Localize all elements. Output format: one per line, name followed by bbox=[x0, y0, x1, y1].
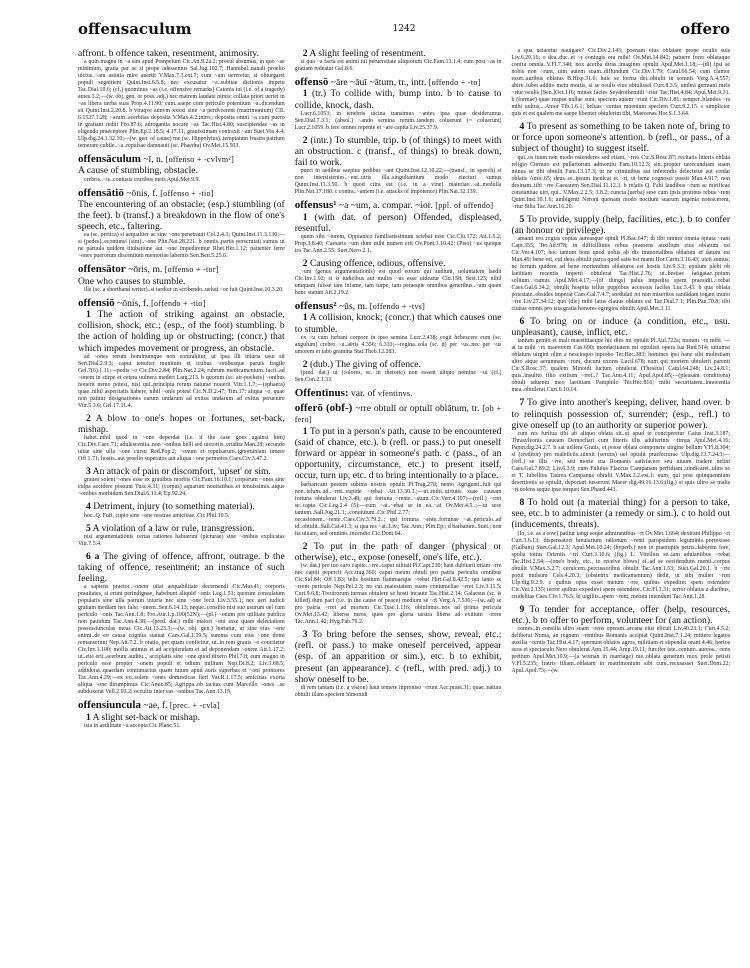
definition-text: To bring before the senses, show, reveal, etc.; (refl. or pass.) to make oneself perceived, appear (esp. of an apparition or sim.), etc. b to exhibit, present (an appearance). c (refl., with pred. adj.) to show oneself to be. bbox=[294, 629, 502, 685]
column-3 bbox=[511, 48, 730, 968]
sense-definition bbox=[295, 258, 502, 269]
definition-text: To put in a person's path, cause to be encountered (said of chance, etc.). b (refl. or pass.) to put oneself forward or appear in someone's path. c (pass., of an opportunity, circumstance, etc.) to present itself, occur, turn up, etc. d to bring intentionally to a place. bbox=[294, 425, 502, 482]
inflection: var. of bbox=[350, 388, 376, 400]
sense-number: 2 bbox=[302, 540, 308, 552]
sense-definition bbox=[295, 359, 502, 370]
etymology: [ppl. of offendo] bbox=[435, 201, 494, 211]
etymology: vfentinvs. bbox=[377, 389, 413, 399]
dictionary-page bbox=[78, 20, 730, 968]
headword: offensō bbox=[294, 76, 329, 89]
etymology: [offendo + -to] bbox=[428, 78, 481, 88]
headword: offensus¹ bbox=[294, 199, 337, 212]
citations: graues solent ~ones esse ex grauibus morbis Cic.Fam.16.10.1; corporum ~ones sine culpa accidere possunt Tusc.4.31; (corpus) aquarum nouitatibus..et tenuissimis..atque ~onibus morbidum Sen.Dial.6.11.4; Ep.92.24. bbox=[78, 477, 285, 498]
sense-definition bbox=[295, 48, 502, 59]
sense-number: 1 bbox=[302, 425, 308, 437]
sense-definition bbox=[511, 604, 730, 626]
citations: crebris..~is..contusis cruribus meis Apul.Met.9.9. bbox=[84, 176, 200, 183]
citations: (w. dat.) pro tuo caro capite..~rre..caput uilitati Pl.Capt.230; haut dubitarit uitam ~rre nec capiti pepercit Acc.trag.360; caput meum obtuli pro patria periculis omnibus Cic.Sul.84; Off.1.83; telis hostium flammaeque ~rebat Hirt.Gal.8.42.5; qui tanto se ~rrent periculo Nep.Pel.2.3; ne cui..maiestatem suam contumeliae ~rret Liv.3.11.5; Curt.9.6.8; Treuirorum turmae obtulere se hosti incaute Tac.Hist.2.14; Galaesus (sc. is killed) dum paci (i.e. in the cause of peace) medium se ~rt Verg.A.7.536;—(w. ad) se pro patria ~rret ad mortem Cic.Tusc.1.116; obtulimus..nos ad prima pericula Ov.Met.13.42; liberos meos, quos pro gloria uestra libens ad exitium ~rrem Tac.Ann.1.42; Hyg.Fab.79.2. bbox=[294, 563, 502, 626]
definition-text: To tender for acceptance, offer (help, resources, etc.). b to offer to perform, volunteer for (an action). bbox=[511, 603, 731, 626]
headword: Offentīnus: bbox=[294, 387, 349, 400]
dictionary-entry-header bbox=[78, 700, 285, 711]
page-number: 1242 bbox=[392, 24, 416, 34]
headword: offensāculum bbox=[78, 153, 141, 166]
citations: pueri in aedibus saepius pedibus ~ant Quint.Inst.12.10.22;—(transf., in speech) si non intersistentes..~ent..utris illa..singultantium modo eiecturi sumus Quint.Inst.11.3.50. b quod citra est (i.e. in a vine) materiae..~at..medulla Plin.Nat.17.180. c contra..~antem (i.e. attacks of impotence) Plin.Nat.32.139. bbox=[294, 168, 502, 196]
definition-text: (with dat. of person) Offended, displeased, resentful. bbox=[294, 211, 502, 234]
citations: Lucr.6.1053; in tenebris uicina transimus ~antes ipsa quae desideramus Sen.Dial.7.3.1; (absol.) ~ando semina rerum..tandem coluerunt (= coluerunt) Lucr.2.1059. b fere omnes repente et ~are capita Liv.25.37.9. bbox=[294, 110, 502, 131]
column-2 bbox=[295, 48, 502, 968]
sense-number: 9 bbox=[519, 603, 525, 615]
citations: a quin magna in ~a sim apud Pompeium Cic.Att.9.2a.2; procul absumus, in quo ~ae minimum, gratia par ac si prope adessemus Sal.Jug.102.7; Hannibal..nauali proelio uictus..~am astutia mire auertit V.Max.7.3.ext.7; cum ~am uereretur, si obiurgaret populi segnitiem Quint.Inst.6.5.8; nec excusatur ~a..subitae dictionis impetu Tac.Dial.10.6; (cf.) quominus ~as (i.e. offensive remarks) Catonis tui (i.e. of a tragedy) ames 3.2;—(w. obj. gen. or poss. adj.) nec matrem laudate nimis: collata priori uertet in ~as libera uerba suas Prop.4.11.90; cum..saepe cum periculo potentium ~a..dicendum sit Quint.Inst.2.20.8. b vtraqve annvm xxxxi sine ~a perdvcerent (matrimonium) CIL 6.1527.1.28; ~arum..acerbitas deposita V.Max.4.2.intro.; deposita omni ~a cum puero in gratiam rediit Fro.87.6; adrogantia uocare ~as Tac.Hist.4.80; suscipiendas ~as in eligendo praeceptore Plin.Ep.2.18.5; 4.17.11; grauissimam contraxit ~am Suet.Ves.4.4; Ulp.dig.24.1.32.10;—(w. gen. of cause) me (sc. Hippolytus)..temptatum frustra patrium temerare cubile..~a..repulsae damnauit (sc. Phaedra) Ov.Met.15.503. bbox=[78, 59, 285, 150]
sense-definition bbox=[295, 212, 502, 234]
definition-text: A slight set-back or mishap. bbox=[92, 711, 201, 723]
citations: (pred. dat.) ut (colores, sc. in rhetoric) non essent aliquo nomine ~ui (cf.) Sen.Con.2.1.33. bbox=[294, 370, 502, 384]
definition-text: To hold out (a material thing) for a person to take, see, etc. b to administer (a remedy or sim.). c to hold out (inducements, threats). bbox=[511, 497, 731, 531]
inflection: ~ōris, m. bbox=[128, 264, 163, 276]
sense-number: 6 a bbox=[86, 550, 100, 562]
sense-number: 7 bbox=[519, 397, 525, 409]
sense-definition bbox=[78, 551, 285, 585]
column-1 bbox=[78, 48, 285, 968]
headword: offensātor bbox=[78, 263, 126, 276]
sense-definition bbox=[295, 135, 502, 169]
sense-number: 1 bbox=[302, 88, 308, 100]
sense-definition bbox=[295, 629, 502, 685]
inflection: ~a ~um, a. compar. ~ior. bbox=[338, 200, 433, 212]
etymology: [offendo + -tvs] bbox=[369, 302, 426, 312]
sense-number: 3 bbox=[302, 629, 308, 641]
headword: offensiō bbox=[78, 296, 115, 309]
definition-text: (tr.) To collide with, bump into. b to cause to collide, knock, dash. bbox=[294, 88, 502, 111]
citations: hoc..Q. Fufi, cupio sine ~one nostrae amicitiae..Cic.Phil.10.5. bbox=[84, 512, 230, 519]
citations: amanti ero..regias copias aureasque optuli Pl.Bac.647; di tibi omnes omnia optata ~rant Capt.355; Ter.Ad.978; in difficillimis rebus praesens auxilium eius oblatum est Cic.Ver.4.107; hoc tantum boni quod uobis ab dis immortalibus oblatum et datum est Man.49; bene est, cui deus obtulit parca quod satis est manu Hor.Carm.3.16.43; uicti sumus; ne ferrum quidem ad bene moriendum oblaturos est hostis Liv.9.3.3; epulum plebi ob laetitiam recentis imperii obtulerat Tac.Hist.2.76; ut..bestiae fatigatae..potum solitum..~ramus Apul.Met.4.17;—(of things) palus impedita spem praesidii..~rebat Caes.Gal.6.34.2; obtulit hospita tellus puppibus accessus faciles Luc.3.43. b qua oblata potestate..obsides imperat Caes.Gal.7.4.7; sordidati rei non miseritos candidam togam inuito ~rre Liv.27.34.12; quo (die) mihi latus clauus oblatus est Tac.Dial.7.1; Plin.Pan.70.8; tibi ciuitas omnis pro ista gratia honores egregios obtulit Apul.Met.3.11. bbox=[511, 236, 731, 313]
definition-text: A collision, knock; (concr.) that which causes one to stumble. bbox=[294, 312, 502, 335]
etymology: [prec. + -cvla] bbox=[169, 701, 220, 711]
sense-number: 6 bbox=[519, 316, 525, 328]
etymology: [offendo + -tio] bbox=[151, 298, 206, 308]
definition-text: A blow to one's hopes or fortunes, set-back, mishap. bbox=[78, 412, 285, 436]
sense-definition bbox=[295, 88, 502, 110]
citations: ille (sc. a shorthand writer)..si tardior in scribendo..ueluti ~or fuit Quint.Inst.10.3.20. bbox=[84, 286, 284, 293]
etymology: [offenso + -cvlvm²] bbox=[165, 155, 235, 165]
sense-number: 2 bbox=[302, 258, 308, 270]
citations: habet..nihil quod in ~one deperdat (i.e. if the case goes against him) Cic.Div.Caec.71; adulescentia..non ~onibus belli sed uictoriis..erudita Man.28; secundo uitae sine ulla ~one cursu Red.Pop.2; ~onum et repulsarum..ignominiam timere Off.1.71; hostis..aut proelio superatos aut aliqua ~one permotos Caes.Civ.3.47.2. bbox=[78, 435, 285, 463]
sense-number: 1 bbox=[86, 711, 91, 723]
dictionary-entry-header bbox=[78, 264, 285, 275]
definition-text: An attack of pain or discomfort, 'upset' or sim. bbox=[92, 466, 271, 478]
sense-number: 2 bbox=[86, 412, 91, 424]
columns bbox=[78, 48, 730, 968]
citations: ~um (genus argumentationis) est quod eorum qui audiunt, uoluntatem laedit Cic.Inv.1.92; si is iudicibus aut multis ~us esse uideatur Clu.158; Sest.125; nihil umquam fuisse tam infame, tam turpe, tam peraeque omnibus generibus..~um quam hunc statum Att.2.19.2. bbox=[294, 269, 502, 297]
definition-text: Detriment, injury (to something material). bbox=[93, 501, 255, 513]
sense-definition bbox=[511, 316, 730, 338]
running-head-first-word: offensaculum bbox=[78, 20, 192, 38]
sense-definition bbox=[78, 501, 285, 512]
sense-definition bbox=[511, 397, 730, 431]
dictionary-entry-header bbox=[295, 77, 502, 88]
headword: offensātiō bbox=[78, 186, 124, 199]
sense-number: 4 bbox=[519, 121, 525, 132]
definition-text: To bring on or induce (a condition, etc., usu. unpleasant), cause, inflict, etc. bbox=[511, 316, 730, 339]
sense-number: 2 bbox=[302, 358, 308, 370]
definition-text: To put in the path of danger (physical or otherwise), etc., expose (oneself, one's life, etc.). bbox=[294, 540, 502, 563]
sense-definition bbox=[78, 523, 285, 534]
inflection: ~ūs, m. bbox=[338, 301, 368, 313]
sense-number: 4 bbox=[86, 501, 91, 513]
citations: a sapiens praetor..~onem uitat aequabilitate decernendi Cic.Mur.41; corporis prauitates, si erunt perindignae, habebunt aliquid ~onis Leg.1.51; quorum consulatum popularis sine ulla patrum iniuria nec sine ~one fecit Liv.3.55.1; nec ueri iudicii gratiam mediam nec falsi ~onem..Sen.6.14.13; neque..consilio nisi suo usurum uel cum periculo ~onis Tac.Ann.1.8; Fro.Aur.1.p.100(52N);—(pl.) ~onum pro utilitate publica non pauidum Tac.Ann.4.38;—(pred. dat.) mihi maiori ~oni esse quam delectationi possessiunculas meas Cic.Att.13.23.3;—(w. obj. gen.) hortatur, ut sine eius ~one animi..de eo causa cognita statuat Caes.Gal.1.19.5; summa cum eius ~one domi remanserunt Nep.Att.7.2. b oratio, per quam conficitur, ut..in rem grauis ~o concitetur Cic.Inv.1.100; mollis animus et ad accipiendam et ad deponendam ~onem Att.1.17.2; ut..etsi erit..acerbum auditu.., accipiatis sine ~one quod dixero Phil.7.8; eum magno in periculo esse propter ~onem populi et odium militum Nep.Di.8.2; Liv.3.68.5; addiderat..quaedam contumacius quam tutum apud auris superbas et ~oni proniores Tac.Ann.4.29;—ex eo..solere ~ones domesticas fieri Var.R.1.17.5; amicitias exorta aliqua ~one dirumpimus Cic.Amic.85; Agrippa..ob tacitas cum Marcello ~ones ..se subduxerat Vell.2.93.2; occultis inter eas ~onibus Tac.Ann.13.19. bbox=[78, 584, 285, 696]
citations: (Io, i.e. as a cow) patitur tangi seque admirantibus ~rt Ov.Met.1.664; dextram Philippo ~rt Curt.3.6.13; dispensatori breuiarium rationum ~renti paropsidem leguminis..porrexisse (Galbam) Suet.Gal.12.3; Apul.Met.10.24; (hyperb.) non in praeruptis petris..laborem fore, spolia totius Orientis ~rri Curt.3.10.6; (fig.) L. Vitellius se..iam adulantibus ~rebat Tac.Hist.2.54;—(one's body, etc., to receive blows) ei..ad se occidendum ruenti..corpus obtulit V.Max.3.2.7; ceruicem..percussoribus obtulit Tac.Ann.1.53; Suet.Gal.20.1. b ~rre potui mulsum Cels.4.20.3; (obstetrix medicamentum) dedit, ut sibi mulier ~rret Ulp.dig.9.2.9. c quibus opus esset metum ~rre, quibus expediret spem ostendere Cic.Ver.2.135; terror quibus expediret spem ostendere..Cic.Fl.1.31; terror oblatus a ducibus, crudelitas Caes.Civ.1.76.5; hi uigiliis..spem ~runt, metum intendunt Tac.Ann.1.28. bbox=[511, 530, 731, 600]
definition-text: To provide, supply (help, facilities, etc.). b to confer (an honour or privilege). bbox=[511, 213, 731, 236]
sense-number: 3 bbox=[86, 466, 91, 478]
inflection: ~ōnis, f. bbox=[126, 187, 158, 199]
definition-text: One who causes to stumble. bbox=[78, 275, 186, 287]
sense-definition bbox=[511, 121, 730, 155]
dictionary-entry-header bbox=[295, 200, 502, 211]
sense-number: 5 bbox=[519, 213, 525, 225]
definition-text: Causing offence, odious, offensive. bbox=[309, 258, 446, 270]
definition-text: A violation of a law or rule, transgression. bbox=[92, 522, 255, 534]
dictionary-entry-header bbox=[295, 301, 502, 312]
definition-text: The encountering of an obstacle; (esp.) stumbling (of the feet). b (transf.) a breakdown in the flow of one's speech, etc., faltering. bbox=[78, 198, 285, 233]
definition-text: (intr.) To stumble, trip. b (of things) to meet with an obstruction. c (transf., of things) to break down, fail to work. bbox=[294, 134, 502, 169]
etymology: [ob + fero] bbox=[294, 404, 502, 425]
sense-number: 2 bbox=[302, 134, 308, 146]
headword: offensiuncula bbox=[78, 699, 141, 712]
citations: barbaricam pestem subinis nostris optulit Pl.Trag.270; nemo Agrigenti..fuit qui non..telum..ad..~rret..cupide ~rebat Att.13.30.3.;—ut..mihi..uirtutis suae causam fortuna obtulerat Liv.3.48; qui fortuna ~rente..~atum..Cic.Verr.4.107;—(refl.) ~rret se..capta Cic.Leg.2.4 (5);—cum ~at..~ebat se in ea..~at Ov.Met.4.5..;—ut sese tantum..Sall.Jug.21.1;..conuiuium..Cic.Phil.2.77; occasionem..~rente..Caes.Civ.3.79.2..; qui fortuna ~ente..fortunae ~at..periculo..ad id..obtulit..Sall.Cat.41.3; si qua res ~at..Liv.; Tac.Ann.; Plin.Ep.; d barbatum..Suet.; non ita uiuam, sed omnino..incendio Cic.Dom.64. bbox=[294, 481, 502, 537]
citations: nisi argumentationis certas rationes habuerint (picturae) sine ~onibus explicatas Vitr.7.5.4. bbox=[78, 533, 285, 547]
citations: qui..os tuum non modo ostenderes sed etiam, ~rres Cic.S.Rosc.87; recitatis litteris oblata religio Cornuto est pullariorum admonitu Fam.10.12.3; sin..propter uerecundiam suam minus se tibi obtulit Fam.13.17.3; ut ne criminibus aut inferendis delectetur aut credat oblatis Amic.65; deus..se..ipsum inculcat et ~rt, ut bene cognosci possit Man.4.917; non desinam..tibi ~rre Caesarem Sen.Dial.11.12.3. b relatis Q. Fabi laudibus ~runt se mirificae constantiae uiri, qui.. V.Max.2.2.5; 3.8.2; cuncta (uerba) sese cum ipsis protinus rebus ~rent Quint.Inst.10.1.6; ambigenti Neroni quonam modo noctium suarum ingenia notescerent, ~rtur Silia Tac.Ann.16.20. bbox=[511, 154, 731, 210]
definition-text: A cause of stumbling, obstacle. bbox=[78, 165, 198, 177]
running-head bbox=[78, 20, 730, 42]
dictionary-entry-header bbox=[295, 403, 502, 425]
sense-number: 1 bbox=[86, 309, 91, 321]
definition-text: (dub.) The giving of offence. bbox=[309, 358, 421, 370]
sense-number: 5 bbox=[86, 522, 91, 534]
sense-definition bbox=[78, 466, 285, 477]
inflection: ~rre obtulī or optulī oblātum, tr. bbox=[355, 403, 480, 415]
sense-definition bbox=[295, 541, 502, 563]
citations: tantum gemiti et mali maestitiaeque hic dies mi optulit Pl.Aul.722a; moram ~rs mihi. — at tu mihi ~rs maerorem Cas.690; mendacitatem mi optulisti opera tua Rud.514; uitiumst oblatum uirgini olim a nescioquo inprobo Ter.Hec.383; homines ipsi hanc sibi molestiam ultro atque aerumnam ~runt, ducunt uxores Lucil.678; eum qui mortem obtulerit parenti Cic.S.Rosc.37; qualem Minoidi luctum obtulerat (Theseus) Catul.64.248; Liv.24.8.1; quis..insulito filio exitium ~rret..? Tac.Ann.4.11; Apul.Apol.85;—(pleasant conditions) obtuli aduentu meo laetitiam Pamphilo Ter.Hec.816; mihi securitatem..innocentia mea..obtulerat Curt.6.10.14. bbox=[511, 338, 731, 394]
inflection: ~ī, n. bbox=[143, 154, 164, 166]
sense-definition bbox=[295, 426, 502, 482]
citations: di rem tantam (i.e. a vision) haut temere inproniso ~rrunt Acc.praet.31; quae..natura obtulit illam speciem Simonidi bbox=[294, 685, 502, 699]
definition-text: The action of striking against an obstacle, collision, shock, etc.; (esp., of the foot) stumbling. b the action of holding up or obstructing; (concr.) that which impedes movement or progress, an obstacle. bbox=[78, 309, 285, 354]
dictionary-entry-header bbox=[78, 154, 285, 165]
citations: ex ~u cum turbant corpore in ipso semina Lucr.2.438; cogit hebescere eum (sc. angulum) crebro ~u..aëris 4.356; 6.333;—regina..sola (sc. it) per ~us..nec per ~us umorem et tabo gramina Stat.Theb.12.283. bbox=[294, 334, 502, 355]
citations: quem sibi ~iorem, Oppianico familiarissimum sciebat esse Cic.Clu.172; Att.1.5.2; Prop.3.8.40; Caesaris ~um dum mihi numen erit Ov.Pont.1.10.42; (Piso) ~us quoque ira Tac.Ann.2.55; Suet.Nero 2.1. bbox=[294, 234, 502, 255]
citations: cum res furtiua tibi ab aliquo oblata sit..ut apud te conciperetur Gaius Inst.3.187; Thrasyleonis caueam Demochari cum litteris illis adulterinis ~rimus Apul.Met.4.16; Papin.dig.24.2.7. b sat uellera Graiis, et posse oblata componere uirgine bellum V.Fl.8.304; si (creditor) pro maleficiis..uinxit (seruus) uel optulit praefecturae Ulp.dig.13.7.24.3;—(refl.) se illis ~rre, seu morte sua Romanis satisfacere seu uiuum tradere uelint Caes.Gal.7.89.2; Liv.6.3.9; cum Fuluius Flaccus Campanam perfidiam..uindicaret..ultro se ei T. Iubellius Taurea Campanus obtulit V.Max.3.2.ext.1; eum, qui post quinquennium desertionis se optulit, deportari iusserunt Macer dig.49.16.13.6;(fig.) si quis ultro se malis ~rt uolens seque ipse torquet Sen.Phaed.441. bbox=[511, 431, 731, 494]
etymology: [offenso + -tio] bbox=[160, 188, 214, 198]
running-head-last-word: offero bbox=[680, 20, 730, 38]
sense-definition bbox=[78, 309, 285, 354]
definition-text: The giving of offence, affront, outrage. b the taking of offence, resentment; an instance of such feeling. bbox=[78, 550, 285, 585]
citations: ad ~ones rerum hominumque non contrahitur, ut ipsa illi iniuria usui sit Sen.Dial.2.9.3; caput tenuiter munitum et ictibus ~onibusque paruis fragile Gel.7(6).1.11;—pedis ~o Cic.Div.2.84; Plin.Nat.2.24; rubrum medicamentum..facit..ad ~onem in stirpe et cetera uulnera mederi Larg.213. b quorum (sc. air-pockets) ~onibus nouerit nemo potest, nisi qui..principia rerum naturae nouerit Vitr.1.1.7;—(sphaera) quae..nihil asperitatis habere, nihil ~onis potest Cic.N.D.2.47; Tim.17; aliqua ~o, quae non patitur designationes earum undarum ad exitus undarum ad exitus peruenire Vitr.5.3.6; Gel.17.11.4. bbox=[78, 353, 285, 409]
sense-definition bbox=[295, 312, 502, 334]
dictionary-entry-header bbox=[295, 388, 502, 399]
inflection: ~āre ~āuī ~ātum, tr., intr. bbox=[330, 77, 427, 89]
definition-text: affront. b offence taken, resentment, animosity. bbox=[78, 48, 259, 59]
definition-text: To give into another's keeping, deliver, hand over. b to relinquish possession of, surrender; (esp., refl.) to give oneself up (to an authority or superior power). bbox=[511, 397, 731, 431]
sense-number: 1 bbox=[302, 211, 308, 223]
definition-text: A slight feeling of resentment. bbox=[309, 48, 426, 59]
sense-definition bbox=[511, 497, 730, 531]
sense-definition bbox=[78, 413, 285, 435]
inflection: ~ae, f. bbox=[143, 700, 168, 712]
sense-number: 2 bbox=[302, 48, 308, 59]
headword: offerō (obf-) bbox=[294, 402, 353, 415]
sense-definition bbox=[511, 214, 730, 236]
citations: ista in aedilitate ~a accepta Cic.Planc.51. bbox=[84, 722, 181, 729]
etymology: [offenso + -tor] bbox=[164, 265, 219, 275]
dictionary-entry-header bbox=[78, 188, 285, 199]
citations: comes..in consilia ultro suam ~rens operam..arcana eius elicuit Liv.40.23.1; Curt.4.5.2; deliberat Numa, an regnum ~rentibus Romanis accipiat Quint.Inst.7.1.24; mittere legatos auxilia ~rentis Tac.Hist.4.17; spernunt oblatos agros, militiam et stipendia orant 4.46; hortos suos ei spectaculo Nero obtulerat Ann.15.44; Amp.19.11; furcifer iste..centum..aureos..~rens pretium Apul.Met.10.9;—(a woman in marriage) me..oblata generum mox prole petisti V.Fl.5.235; fratris filiam..oblatam in matrimonium sibi cum..recusasset Suet.Dom.22; Apul.Apol.73;—(w. bbox=[511, 626, 731, 675]
headword: offensus² bbox=[294, 300, 337, 313]
definition-text: To present as something to be taken note of, bring to or force upon someone's attention. b (refl., or pass., of a subject of thought) to suggest itself. bbox=[511, 121, 731, 155]
sense-definition bbox=[78, 712, 285, 723]
citations: ea (sc. pertica) si aequaliter ac sine ~one penetrauit Col.2.4.3; Quint.Inst.11.3.130;—si (pedes)..econtunsi (sint)..~one Plin.Nat.28.221. b omnis..partis perscrutati sumus ut ne paruula quidem titubatione aut ~one impediremur Rhet.Her.1.12; patienter ferre ~ones puerorum discentium memoriae labentis Sen.Ben.5.25.6. bbox=[78, 232, 285, 260]
citations: a qua uetaretur nauigare? Cic.Div.2.143; poenam eius oblatam prope oculis suis Liv.6.20.16; o dea..duc..et ~r coniugis ora mihi! Ov.Met.14.842; patuere fores oblataque contra omnia..V.Fl.7.348; nox acerba diras..imagines optulit Apul.Met.1.18;—(di) ipsi se nobis non ~runt, uim autem suam..diffundunt Cic.Div.1.79; Catul.66.54; cum clamor esset..auribus oblatus B.Hisp.31.6; huic se forma dei..obtulit in somnis Verg.A.4.557; abire..iubet addito metu mortis, si se oculis eius obtulisset Curt.8.3.5; umbra germani meis ~rtur oculis [Sen.]Oct.116; minax facies Seydrothemidi ~rtur Tac.Hist.4.84; Apul.Met.9.31. b (formae) quae reapse nullae sunt, speciem autem ~runt Cic.Div.1.81; semper..blandos ~rs mihi uultus,...Amor Tib.1.6.1; beluas ~rentes moenium speciem Curt.9.2.15. c simplicior quis et est qualem me saepe libenter obtulerim tibi, Maecenas Hor.S.1.3.64. bbox=[511, 48, 731, 117]
sense-number: 8 bbox=[519, 497, 525, 509]
dictionary-entry-header bbox=[78, 298, 285, 309]
sense-number: 1 bbox=[302, 312, 308, 324]
citations: si qua ~a facta est animi tui peruersitate aliquorum Cic.Fam.13.1.4; cum post ~as in gratiam redeatur Gel.8.6. bbox=[294, 59, 502, 73]
inflection: ~ōnis, f. bbox=[117, 297, 149, 309]
